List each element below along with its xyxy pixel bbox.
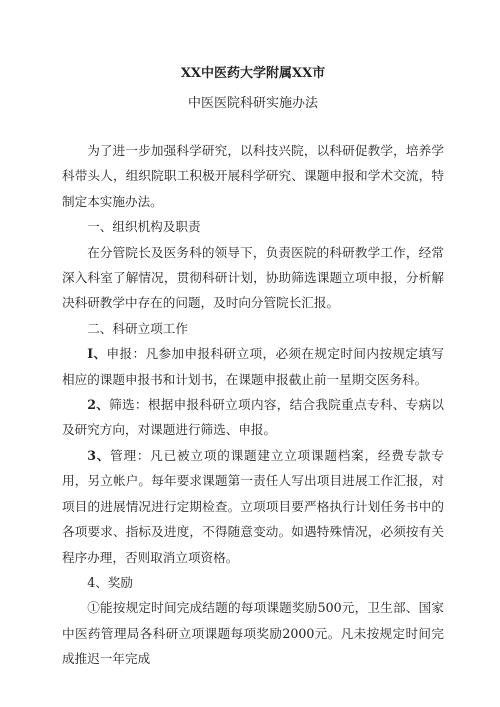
item-3-paragraph (62, 443, 444, 570)
item-3-text: 管理：凡已被立项的课题建立立项课题档案，经费专款专用，另立帐户。每年要求课题第一责任人写出项目进展工作汇报，对项目的进展情况进行定期检查。立项项目要严格执行计划任务书中的各项要求、指标及进度，不得随意变动。如遇特殊情况，必须按有关程序办理，否则取消立项资格。 (62, 447, 445, 565)
item-2-text: 筛选：根据申报科研立项内容，结合我院重点专科、专病以及研究方向，对课题进行筛选、申报。 (62, 397, 444, 438)
reward-1-paragraph: ①能按规定时间完成结题的每项课题奖励500元，卫生部、国家中医药管理局各科研立项课题每项奖励2000元。凡未按规定时间完成推迟一年完成 (62, 600, 444, 667)
document-body (62, 138, 444, 672)
item-4-heading: 4、奖励 (87, 574, 133, 590)
item-1-text: 申报：凡参加申报科研立项，必须在规定时间内按规定填写相应的课题申报书和计划书，在课题申报截止前一星期交医务科。 (62, 346, 444, 387)
item-3-number: 3、 (87, 447, 111, 463)
section-2-heading: 二、科研立项工作 (87, 320, 188, 336)
section-1-paragraph: 在分管院长及医务科的领导下，负责医院的科研教学工作，经常深入科室了解情况，贯彻科研计划，协助筛选课题立项申报，分析解决科研教学中存在的问题，及时向分管院长汇报。 (62, 244, 444, 311)
document-title-line-2: 中医医院科研实施办法 (187, 96, 318, 111)
item-2-paragraph (62, 392, 444, 443)
item-1-number: I、 (87, 346, 107, 362)
intro-paragraph: 为了进一步加强科学研究，以科技兴院，以科研促教学，培养学科带头人，组织院职工积极开展科学研究、课题申报和学术交流，特制定本实施办法。 (62, 143, 444, 209)
document-title-line-1: XX中医药大学附属XX市 (180, 66, 326, 81)
item-2-number: 2、 (87, 397, 110, 413)
section-1-heading: 一、组织机构及职责 (87, 219, 201, 235)
item-1-paragraph (62, 341, 444, 392)
